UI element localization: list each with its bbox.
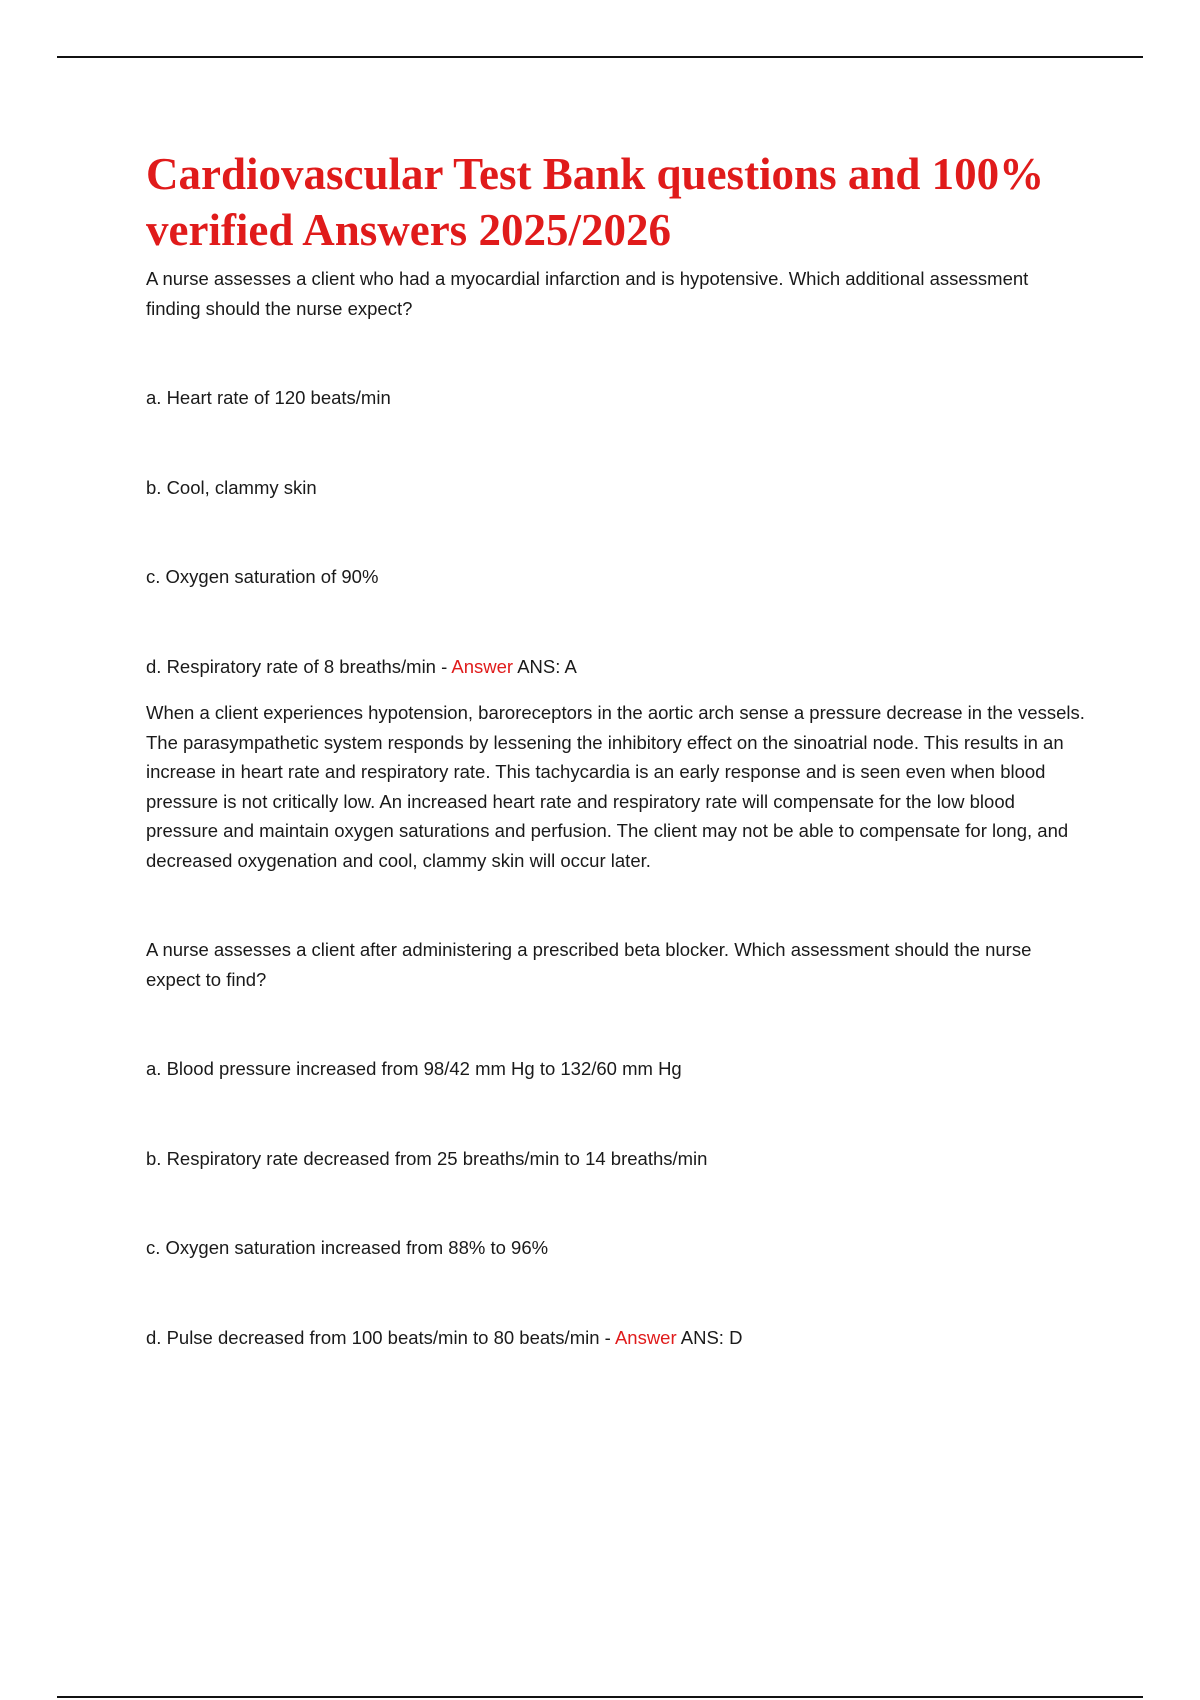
answer-option-a: a. Heart rate of 120 beats/min <box>146 387 391 408</box>
answer-label: Answer <box>451 655 514 677</box>
document-title: Cardiovascular Test Bank questions and 100% verified Answers 2025/2026 <box>146 149 1045 255</box>
answer-rationale: When a client experiences hypotension, baroreceptors in the aortic arch sense a pressure decrease in the vessels. The parasympathetic system responds by lessening the inhibitory effect on the sinoatrial node. This results in an increase in heart rate and respiratory rate. This tachycardia is an early response and is seen even when blood pressure is not critically low. An increased heart rate and respiratory rate will compensate for the low blood pressure and maintain oxygen saturations and perfusion. The client may not be able to compensate for long, and decreased oxygenation and cool, clammy skin will occur later. <box>146 702 1085 871</box>
answer-label: Answer <box>614 1326 677 1348</box>
answer-option-b: b. Cool, clammy skin <box>146 476 317 498</box>
answer-value: ANS: A <box>513 655 577 677</box>
option-d-text: d. Respiratory rate of 8 breaths/min - <box>146 655 452 677</box>
answer-option-a: a. Blood pressure increased from 98/42 mm Hg to 132/60 mm Hg <box>146 1058 682 1079</box>
answer-option-c: c. Oxygen saturation increased from 88% to 96% <box>146 1237 549 1258</box>
top-rule <box>57 56 1143 58</box>
question-block <box>146 264 1086 875</box>
answer-option-b: b. Respiratory rate decreased from 25 breaths/min to 14 breaths/min <box>146 1147 708 1169</box>
answer-value: ANS: D <box>676 1326 743 1348</box>
option-d-text: d. Pulse decreased from 100 beats/min to 80 beats/min - <box>146 1326 615 1348</box>
question-stem: A nurse assesses a client after administering a prescribed beta blocker. Which assessment should the nurse expect to find? <box>146 939 1032 990</box>
answer-option-d <box>146 652 1086 682</box>
answer-option-d <box>146 1323 1086 1353</box>
answer-option-c: c. Oxygen saturation of 90% <box>146 566 379 587</box>
document-body <box>146 146 1086 1352</box>
bottom-rule <box>57 1696 1143 1698</box>
question-block <box>146 935 1086 1352</box>
question-stem: A nurse assesses a client who had a myocardial infarction and is hypotensive. Which additional assessment finding should the nurse expect? <box>146 268 1029 319</box>
